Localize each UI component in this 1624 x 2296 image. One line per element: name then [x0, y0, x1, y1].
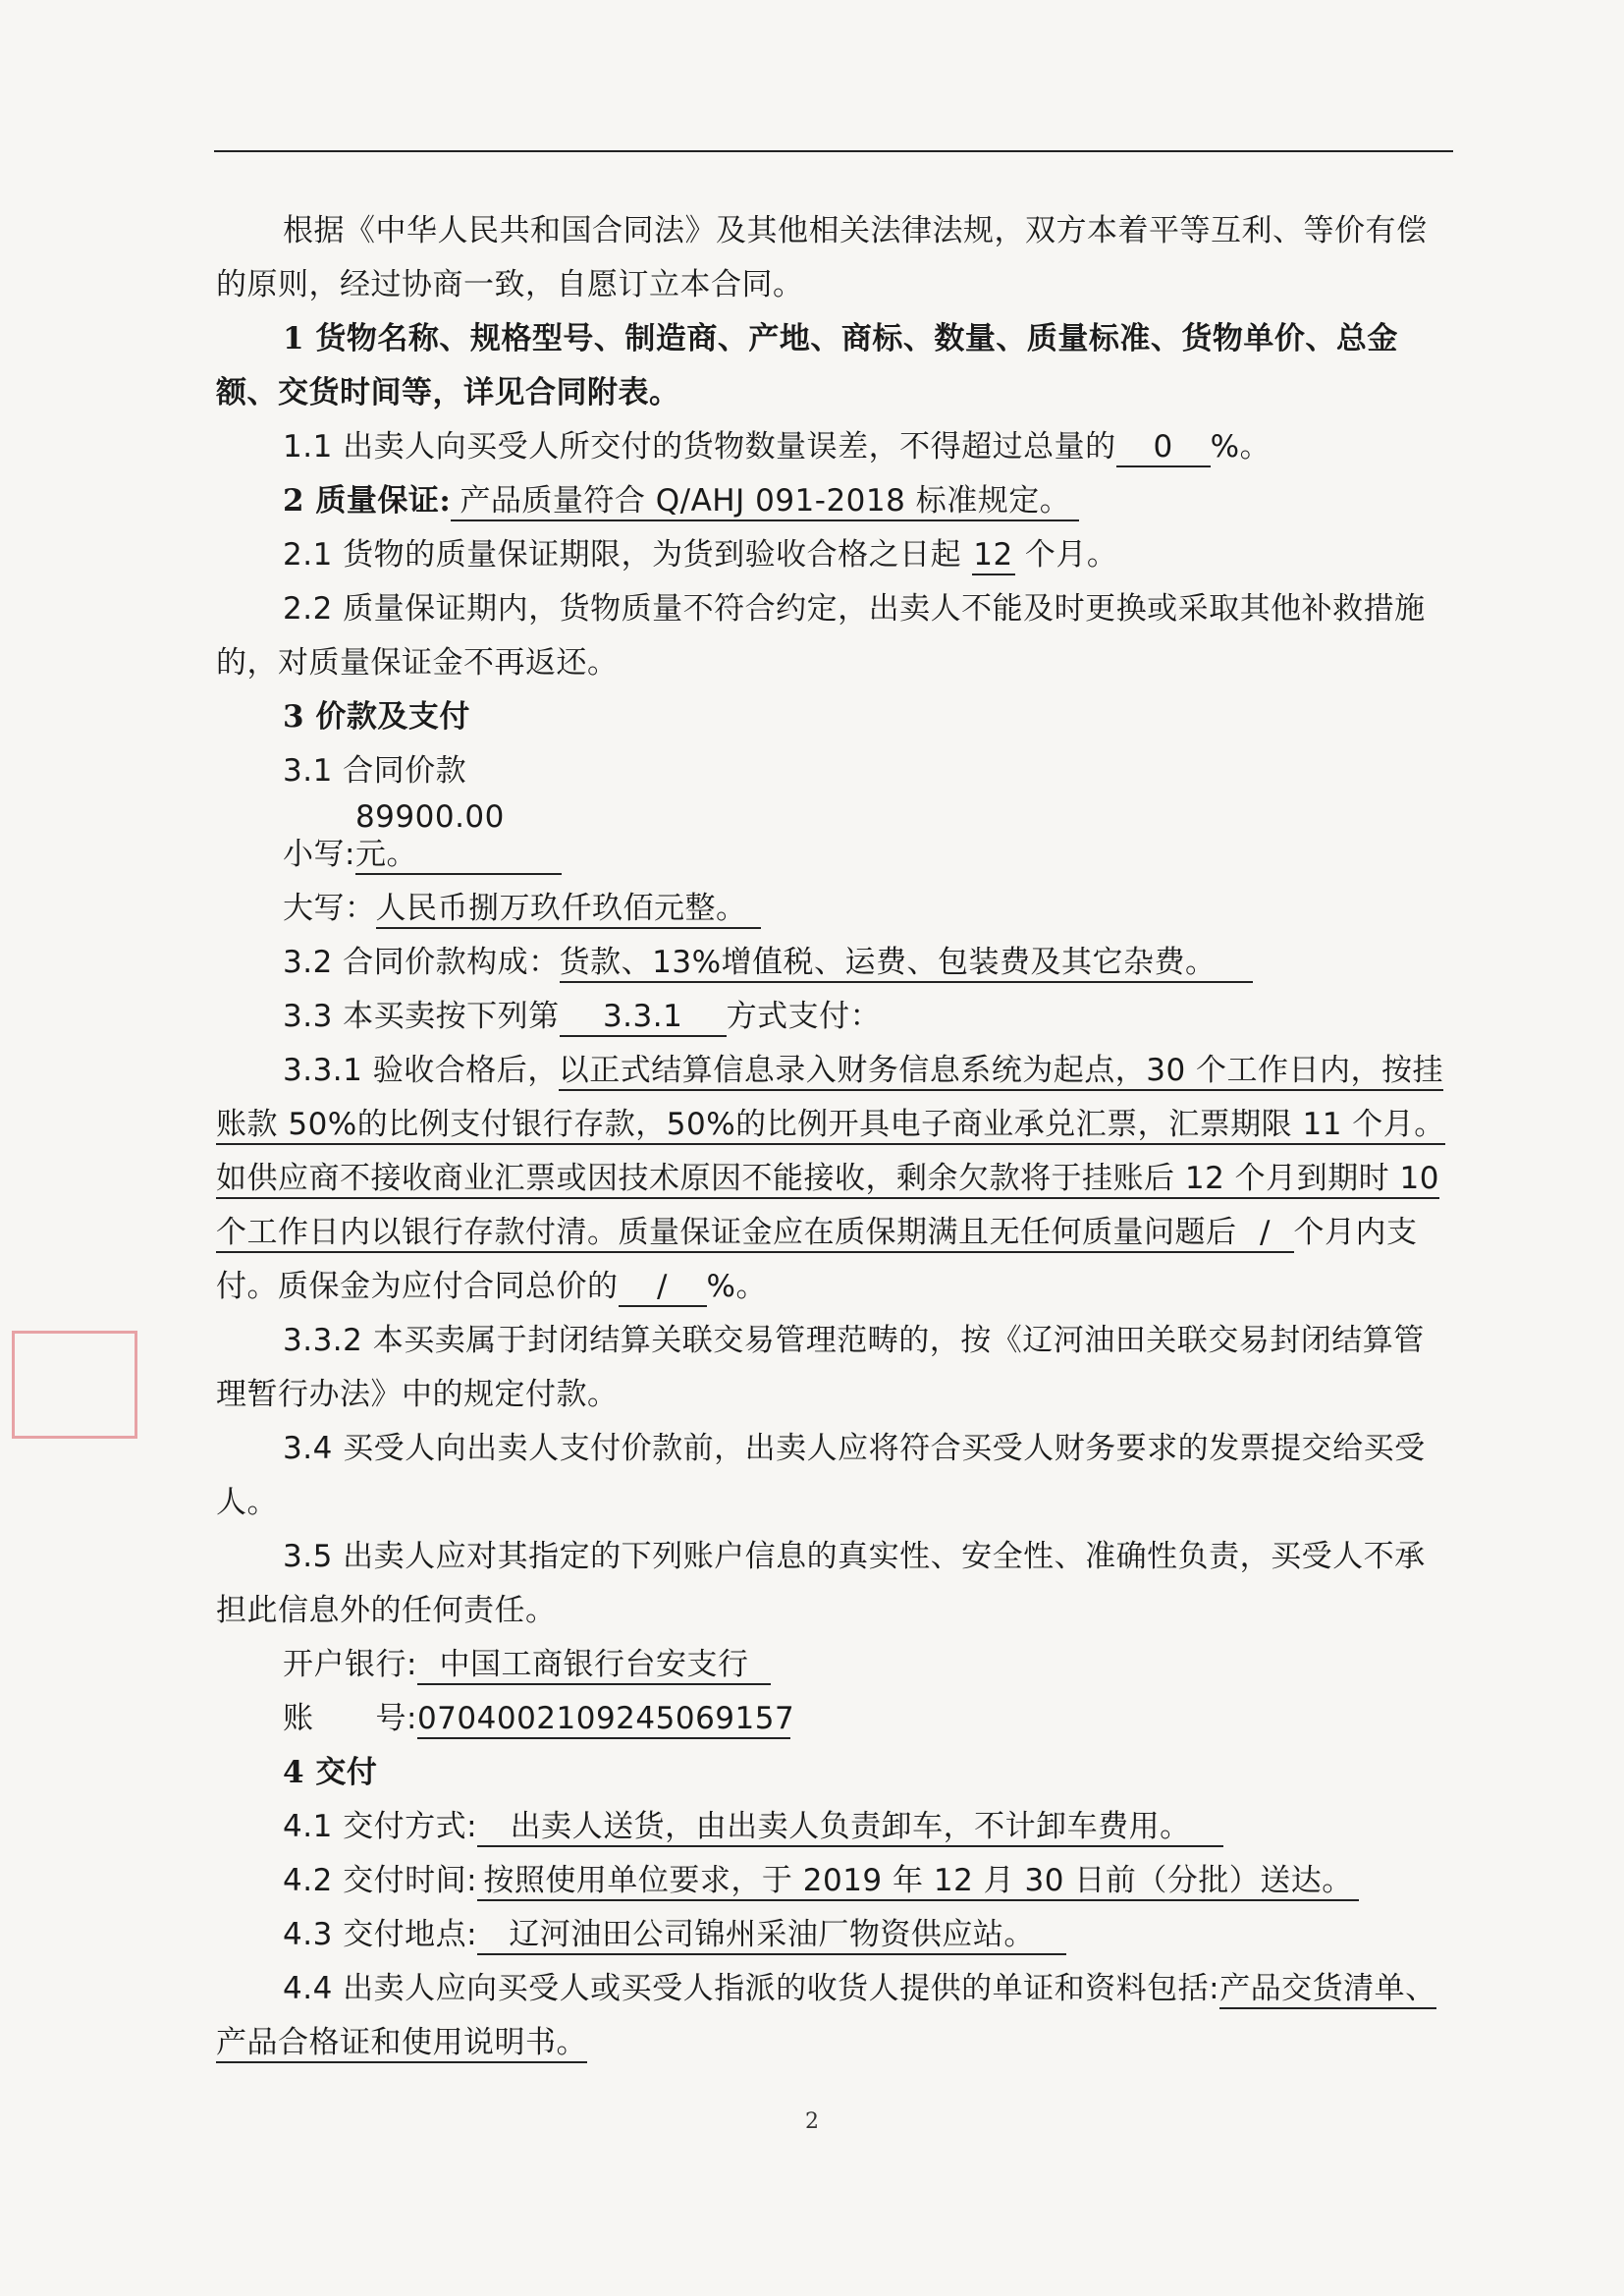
- bank-name-value: 中国工商银行台安支行: [417, 1646, 771, 1685]
- payment-method-value: 3.3.1: [560, 998, 727, 1037]
- delivery-method-value: 出卖人送货，由出卖人负责卸车，不计卸车费用。: [477, 1808, 1223, 1847]
- clause-3-3: 3.3 本买卖按下列第 3.3.1 方式支付：: [216, 990, 1451, 1044]
- account-number-value: 0704002109245069157: [417, 1700, 790, 1739]
- section-3-heading: 3 价款及支付: [283, 699, 470, 735]
- clause-3-3-2: 3.3.2 本买卖属于封闭结算关联交易管理范畴的，按《辽河油田关联交易封闭结算管理暂行办法》中的规定付款。: [216, 1323, 1425, 1412]
- account-number-line: 账 号:0704002109245069157: [216, 1692, 1451, 1746]
- header-rule: [214, 150, 1453, 152]
- clause-2-1: 2.1 货物的质量保证期限，为货到验收合格之日起 12 个月。: [216, 528, 1451, 582]
- quantity-tolerance-value: 0: [1116, 428, 1211, 467]
- quality-standard-value: 产品质量符合 Q/AHJ 091-2018 标准规定。: [451, 482, 1079, 521]
- clause-3-3-1: 3.3.1 验收合格后，以正式结算信息录入财务信息系统为起点，30 个工作日内，按挂账款 50%的比例支付银行存款，50%的比例开具电子商业承兑汇票，汇票期限 11 个月。如供应商不接收商业汇票或因技术原因不能接收，剩余欠款将于挂账后 12 个月到期时 10 个工作日内以银行存款付清。质量保证金应在质保期满且无任何质量问题后 / 个月内支付。质保金为应付合同总价的 / %。: [216, 1044, 1451, 1314]
- clause-4-4: 4.4 出卖人应向买受人或买受人指派的收货人提供的单证和资料包括:产品交货清单、产品合格证和使用说明书。: [216, 1962, 1451, 2070]
- payment-terms-text: 以正式结算信息录入财务信息系统为起点，30 个工作日内，按挂账款 50%的比例支付银行存款，50%的比例开具电子商业承兑汇票，汇票期限 11 个月。如供应商不接收商业汇票或因技术原因不能接收，剩余欠款将于挂账后 12 个月到期时 10 个工作日内以银行存款付清。: [216, 1053, 1445, 1253]
- clause-2-2: 2.2 质量保证期内，货物质量不符合约定，出卖人不能及时更换或采取其他补救措施的，对质量保证金不再返还。: [216, 591, 1426, 681]
- section-1-heading: 1 货物名称、规格型号、制造商、产地、商标、数量、质量标准、货物单价、总金额、交货时间等，详见合同附表。: [216, 321, 1398, 410]
- price-lowercase: 小写:89900.00 元。: [216, 798, 1451, 882]
- retention-percent-value: /: [619, 1268, 707, 1307]
- warranty-months-value: 12: [972, 536, 1015, 575]
- warranty-release-months-value: /: [1237, 1214, 1294, 1253]
- delivery-documents-value: 产品交货清单、产品合格证和使用说明书: [216, 1971, 1436, 2063]
- bank-name-line: 开户银行: 中国工商银行台安支行: [216, 1638, 1451, 1692]
- contract-body: [216, 204, 1451, 2070]
- section-4-heading: 4 交付: [283, 1755, 378, 1790]
- price-lowercase-value: 89900.00 元。: [355, 798, 562, 875]
- clause-4-1: 4.1 交付方式: 出卖人送货，由出卖人负责卸车，不计卸车费用。: [216, 1800, 1451, 1854]
- clause-3-1: 3.1 合同价款: [283, 753, 467, 789]
- clause-3-5: 3.5 出卖人应对其指定的下列账户信息的真实性、安全性、准确性负责，买受人不承担此信息外的任何责任。: [216, 1539, 1426, 1628]
- clause-3-2: 3.2 合同价款构成：货款、13%增值税、运费、包装费及其它杂费。: [216, 936, 1451, 990]
- clause-1-1: 1.1 出卖人向买受人所交付的货物数量误差，不得超过总量的 0 %。: [216, 420, 1451, 474]
- delivery-location-value: 辽河油田公司锦州采油厂物资供应站。: [477, 1916, 1066, 1955]
- intro-paragraph: 根据《中华人民共和国合同法》及其他相关法律法规，双方本着平等互利、等价有偿的原则，经过协商一致，自愿订立本合同。: [216, 213, 1428, 302]
- price-composition-value: 货款、13%增值税、运费、包装费及其它杂费。: [560, 944, 1253, 983]
- price-uppercase-value: 人民币捌万玖仟玖佰元整。: [376, 890, 761, 929]
- red-seal-stamp: [12, 1331, 137, 1439]
- clause-4-2: 4.2 交付时间: 按照使用单位要求，于 2019 年 12 月 30 日前（分批）送达。: [216, 1854, 1451, 1908]
- clause-3-4: 3.4 买受人向出卖人支付价款前，出卖人应将符合买受人财务要求的发票提交给买受人。: [216, 1431, 1426, 1520]
- clause-4-3: 4.3 交付地点: 辽河油田公司锦州采油厂物资供应站。: [216, 1908, 1451, 1962]
- delivery-time-value: 按照使用单位要求，于 2019 年 12 月 30 日前（分批）送达。: [477, 1862, 1359, 1901]
- price-uppercase: 大写：人民币捌万玖仟玖佰元整。: [216, 882, 1451, 936]
- page-number: 2: [805, 2109, 819, 2134]
- section-2-heading: 2 质量保证: 产品质量符合 Q/AHJ 091-2018 标准规定。: [216, 474, 1451, 528]
